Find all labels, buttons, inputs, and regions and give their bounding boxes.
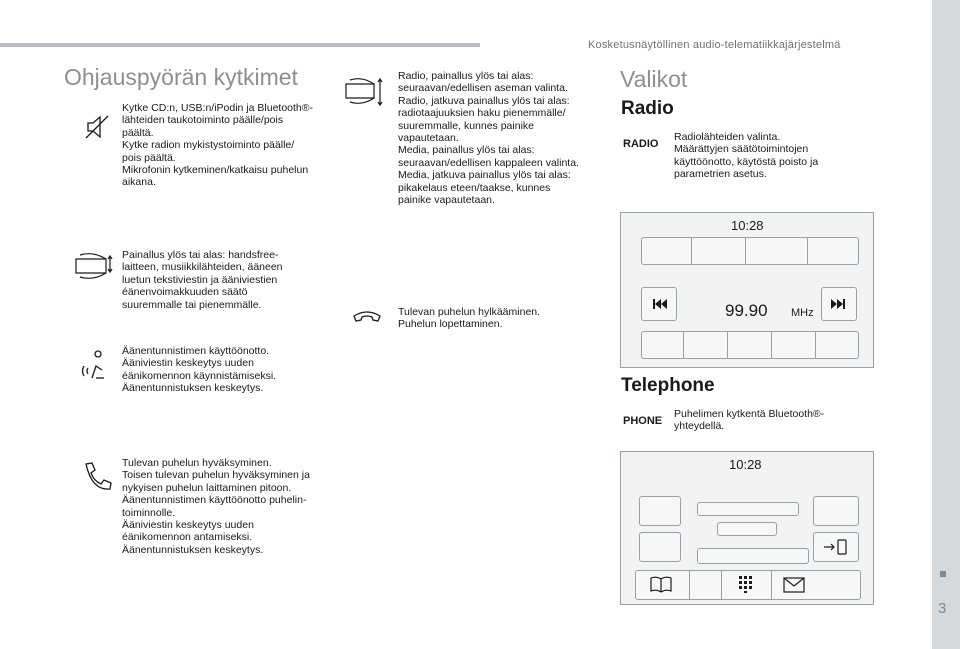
phone-connect-button[interactable] — [813, 532, 859, 562]
header-rule — [0, 43, 480, 47]
phone-list-line-1 — [697, 502, 799, 516]
radio-preset-bar — [641, 237, 859, 265]
phone-hangup-icon — [350, 304, 384, 332]
contacts-book-icon[interactable] — [649, 574, 673, 594]
phone-button-label: PHONE — [623, 415, 663, 427]
next-station-button[interactable] — [821, 287, 857, 321]
phone-screen-time: 10:28 — [729, 457, 762, 472]
telephone-description: Puhelimen kytkentä Bluetooth®- yhteydellä. — [674, 408, 825, 433]
radio-frequency: 99.90 — [725, 301, 768, 320]
keypad-icon[interactable] — [735, 574, 757, 594]
page-header: Kosketusnäytöllinen audio-telematiikkajärjestelmä — [588, 39, 841, 51]
item-text-mute: Kytke CD:n, USB:n/iPodin ja Bluetooth®- lähteiden taukotoiminto päälle/pois päältä. Kytke radion mykistystoiminto päälle/ pois päältä. Mikrofonin kytkeminen/katkaisu puhelun aikana. — [122, 102, 313, 189]
radio-screen-illustration — [620, 212, 874, 368]
radio-screen-time: 10:28 — [731, 218, 764, 233]
messages-envelope-icon[interactable] — [781, 576, 807, 594]
phone-tile-right-top — [813, 496, 859, 526]
menus-title: Valikot — [620, 66, 688, 92]
scroll-wheel-updown-icon — [342, 74, 386, 112]
steering-controls-title: Ohjauspyörän kytkimet — [64, 64, 298, 90]
voice-command-icon — [76, 348, 114, 386]
phone-screen-illustration — [620, 451, 874, 605]
radio-description: Radiolähteiden valinta. Määrättyjen säätötoimintojen käyttöönotto, käytöstä poisto ja parametrien asetus. — [674, 131, 819, 181]
phone-list-line-2 — [717, 522, 777, 536]
phone-list-line-3 — [697, 548, 809, 564]
item-text-answer: Tulevan puhelun hyväksyminen. Toisen tulevan puhelun hyväksyminen ja nykyisen puhelun laittaminen pitoon. Äänentunnistimen käyttöönotto puhelin- toiminnolle. Ääniviestin keskeytys uuden éänikomennon antamiseksi. Äänentunnistuksen keskeytys. — [122, 457, 310, 556]
radio-unit: MHz — [791, 307, 814, 319]
phone-tile-left-bottom — [639, 532, 681, 562]
item-text-volume: Painallus ylös tai alas: handsfree- laitteen, musiikkilähteiden, ääneen luetun tekstiviestin ja ääniviestien éänenvoimakkuuden säätö suuremmalle tai pienemmälle. — [122, 249, 283, 311]
phone-tile-left-top — [639, 496, 681, 526]
radio-bottom-bar — [641, 331, 859, 359]
radio-button-label: RADIO — [623, 138, 659, 150]
item-text-radio-media: Radio, painallus ylös tai alas: seuraavan/edellisen aseman valinta. Radio, jatkuva painallus ylös tai alas: radiotaajuuksien haku pienemmälle/ suuremmalle, kunnes painike vapautetaan. Media, painallus ylös tai alas: seuraavan/edellisen kappaleen valinta. Media, jatkuva painallus ylös tai alas: pikakelaus eteen/taakse, kunnes painike vapautetaan. — [398, 70, 579, 207]
previous-station-button[interactable] — [641, 287, 677, 321]
radio-heading: Radio — [621, 98, 674, 119]
item-text-voice: Äänentunnistimen käyttöönotto. Ääniviestin keskeytys uuden éänikomennon käynnistämiseksi. Äänentunnistuksen keskeytys. — [122, 345, 277, 395]
scroll-wheel-icon — [72, 245, 116, 283]
page-number: 3 — [938, 600, 947, 617]
phone-answer-icon — [78, 458, 116, 496]
telephone-heading: Telephone — [621, 375, 715, 396]
item-text-hangup: Tulevan puhelun hylkääminen. Puhelun lopettaminen. — [398, 306, 541, 331]
page-marker — [940, 571, 946, 577]
page-edge-strip — [932, 0, 960, 649]
mute-icon — [78, 108, 116, 146]
